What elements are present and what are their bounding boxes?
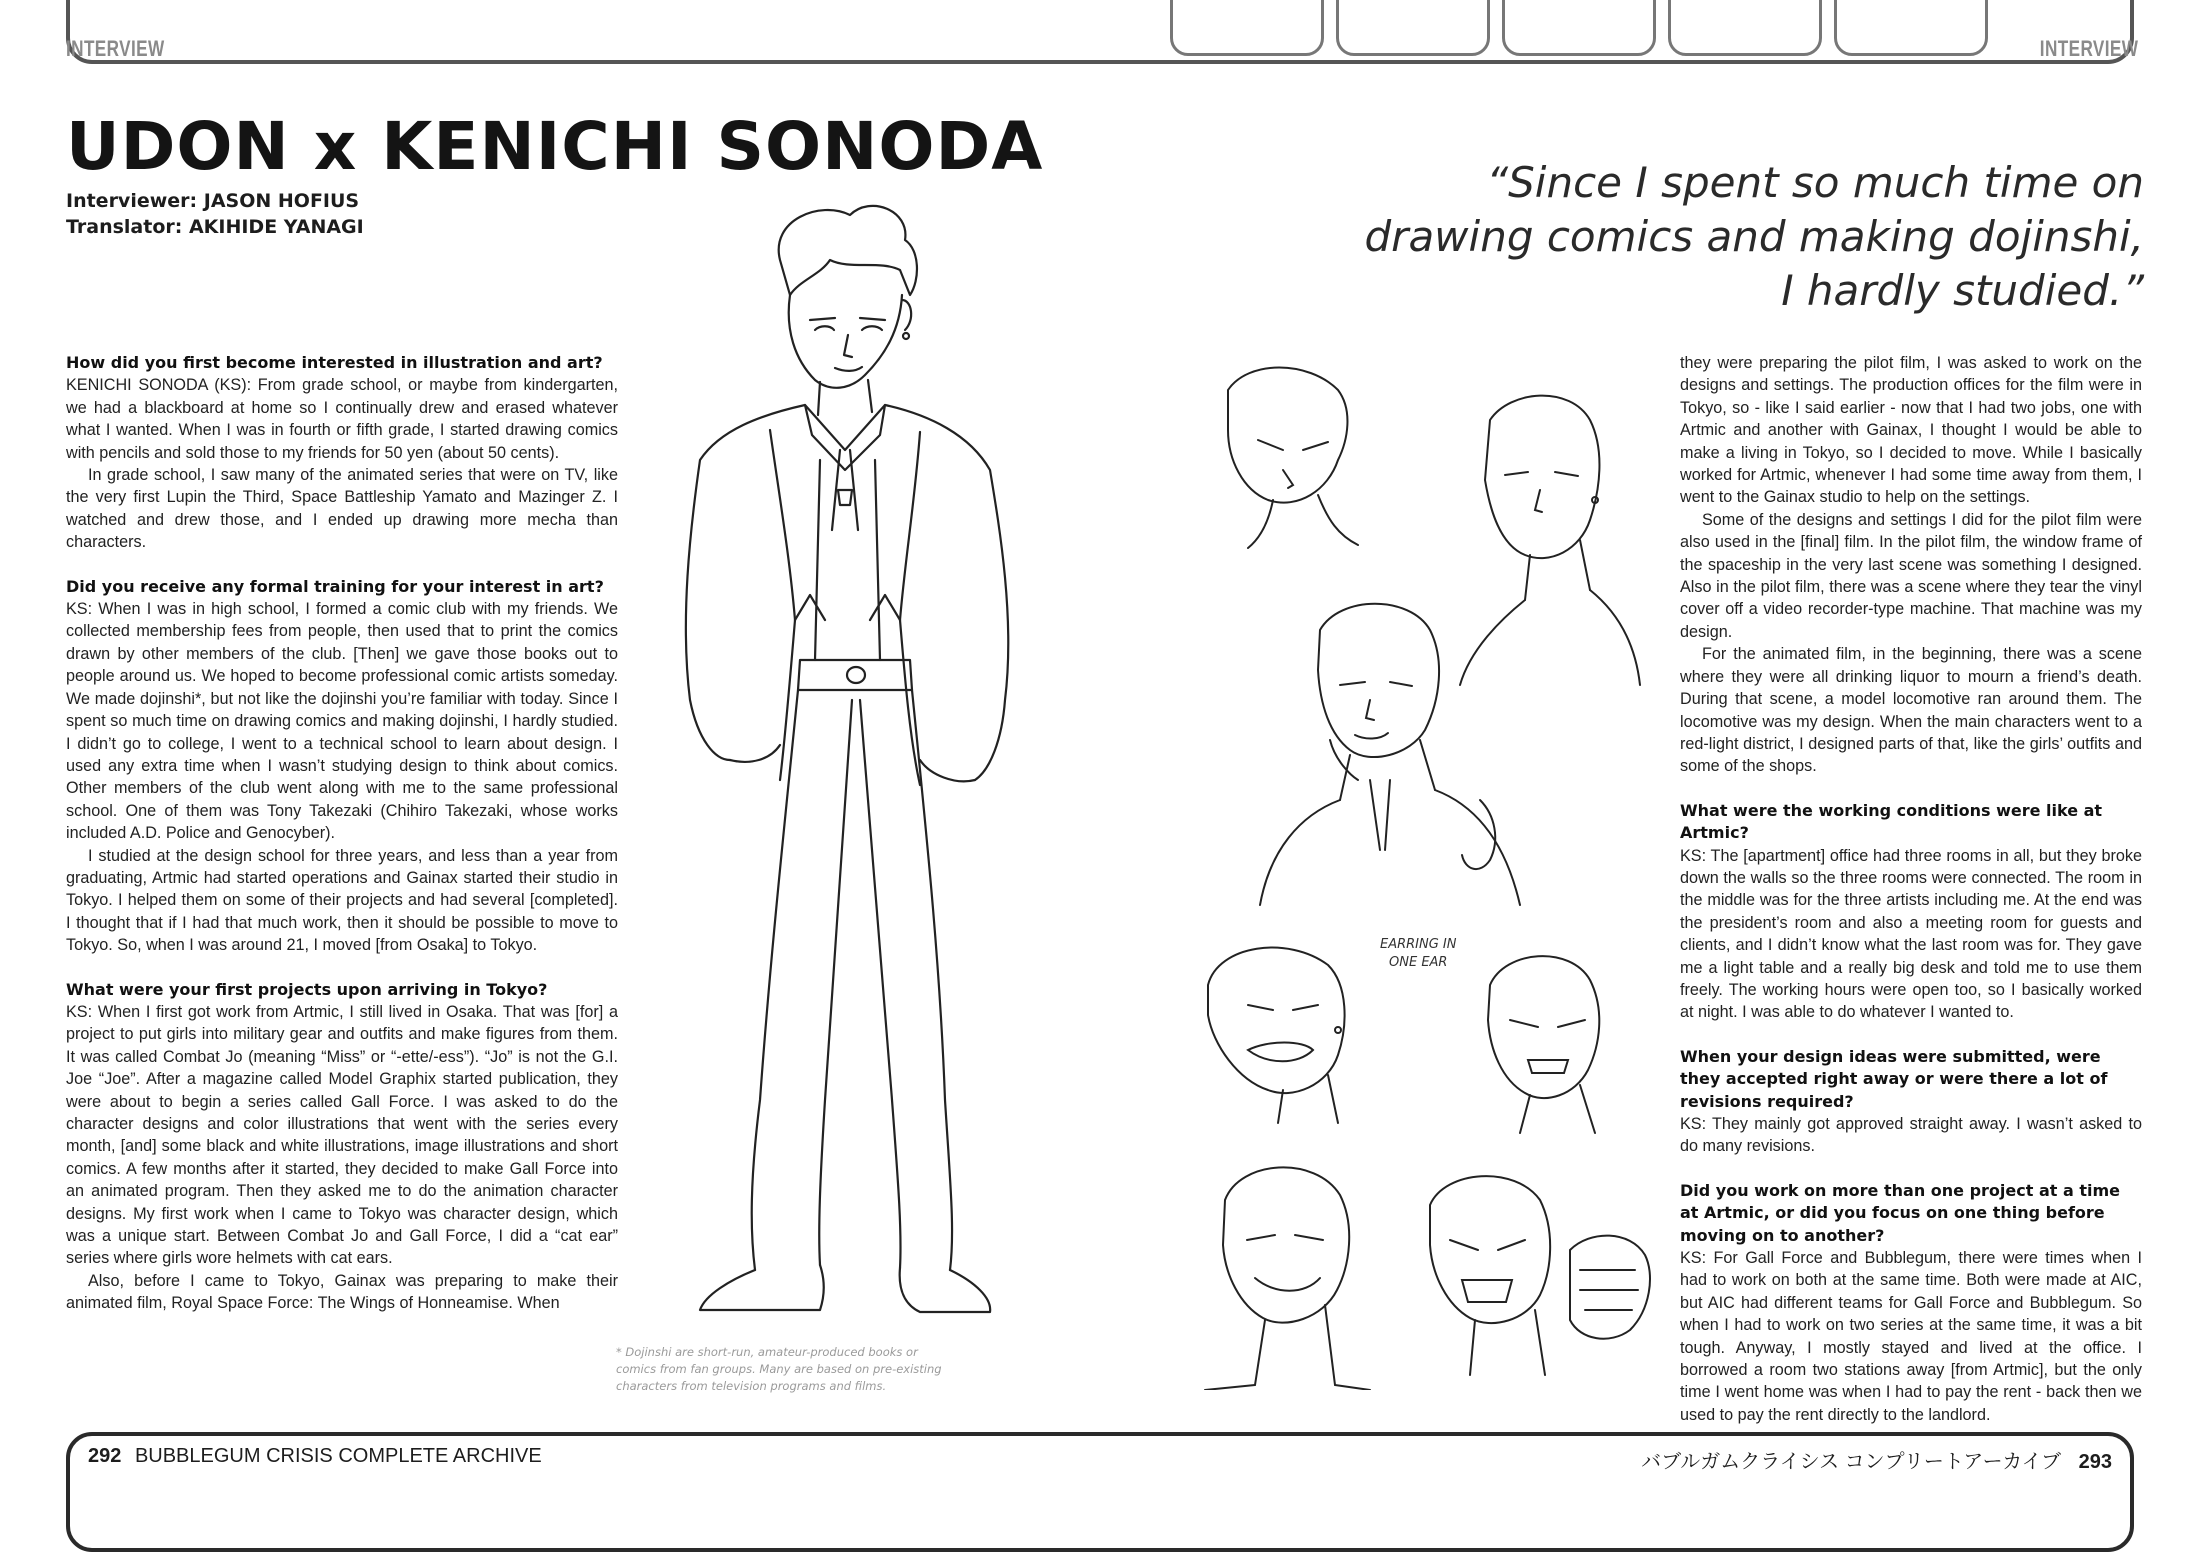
- upper-body-sketch-thinking: [1240, 590, 1540, 910]
- footer-book-title: BUBBLEGUM CRISIS COMPLETE ARCHIVE: [134, 1445, 542, 1467]
- header-tab: [1834, 0, 1988, 56]
- pull-quote-line: I hardly studied.”: [1781, 266, 2144, 315]
- page-number-right: 293: [2078, 1451, 2112, 1473]
- interview-answer: Some of the designs and settings I did for the pilot film were also used in the [final] film. In the pilot film, the window frame of the spaceship in the very last scene was something I designed. Also in the pilot film, there was a scene where they tear the vinyl cover off a video recorder-type machine. That machine was my design.: [1680, 510, 2142, 641]
- translator-credit: [66, 216, 364, 238]
- sketch-annotation-line: ONE EAR: [1389, 955, 1448, 970]
- header-tab: [1502, 0, 1656, 56]
- interview-answer: KS: For Gall Force and Bubblegum, there were times when I had to work on both at the same time. Both were made at AIC, but AIC had different teams for Gall Force and Bubblegum. So when I had to work on two series at the same time, it was a bit tough. Anyway, I mostly stayed and lived at the office. I borrowed a room two stations away [from Artmic], but the only time I went home was when I had to pay the rent - back then we used to pay the rent directly to the landlord.: [1680, 1249, 2142, 1424]
- left-text-column: [66, 352, 618, 1315]
- interview-answer: I studied at the design school for three years, and less than a year from graduating, Artmic had started operations and Gainax started their studio in Tokyo. I helped them on some of their projects and had several [completed]. I thought that if I had that much work, then it should be possible to move to Tokyo. So, when I was around 21, I moved [from Osaka] to Tokyo.: [66, 846, 618, 955]
- header-tab: [1336, 0, 1490, 56]
- interview-answer: KENICHI SONODA (KS): From grade school, or maybe from kindergarten, we had a blackboard at home so I continually drew and erased whatever what I wanted. When I was in fourth or fifth grade, I started drawing comics with pencils and sold those to my friends for 50 yen (about 50 cents).: [66, 376, 618, 462]
- head-sketch-grinning: [1185, 1150, 1375, 1390]
- pull-quote-line: drawing comics and making dojinshi,: [1364, 212, 2144, 261]
- footer-right: [1641, 1445, 2112, 1474]
- interviewer-credit: [66, 190, 359, 212]
- interview-question: What were your first projects upon arriving in Tokyo?: [66, 979, 548, 999]
- interview-answer: KS: When I was in high school, I formed a comic club with my friends. We collected membership fees from people, then used that to print the comics drawn by other members of the club. [Then] we gave those books out to people around us. We hoped to become professional comic artists someday. We made dojinshi*, but not like the dojinshi you’re familiar with today. Since I spent so much time on drawing comics and making dojinshi, I hardly studied. I didn’t go to college, I went to a technical school to learn about design. I used any extra time when I wasn’t studying design to think about comics. Other members of the club went along with me to the same professional school. One of them was Tony Takezaki (Chihiro Takezaki, whose works included A.D. Police and Genocyber).: [66, 600, 618, 843]
- interview-answer: For the animated film, in the beginning, there was a scene where they were all drinking liquor to mourn a friend’s death. During that scene, a model locomotive ran around them. The locomotive was my design. When the main characters went to a red-light district, I designed parts of that, like the girls’ outfits and some of the shops.: [1680, 645, 2142, 776]
- top-frame: [66, 0, 2134, 64]
- footnote: * Dojinshi are short-run, amateur-produced books or comics from fan groups. Many are based on pre-existing characters from television programs and films.: [616, 1345, 942, 1393]
- interview-question: How did you first become interested in illustration and art?: [66, 353, 603, 372]
- article-title: UDON x KENICHI SONODA: [66, 108, 1044, 185]
- header-tab: [1668, 0, 1822, 56]
- interview-answer: Also, before I came to Tokyo, Gainax was preparing to make their animated film, Royal Space Force: The Wings of Honneamise. When: [66, 1271, 618, 1313]
- interview-question: When your design ideas were submitted, were they accepted right away or were there a lot of revisions required?: [1680, 1046, 2108, 1111]
- head-sketch-looking-down: [1188, 350, 1388, 550]
- interviewer-name: JASON HOFIUS: [203, 190, 360, 212]
- translator-name: AKIHIDE YANAGI: [188, 216, 364, 238]
- page-number-left: 292: [88, 1445, 122, 1467]
- head-sketch-laughing: [1188, 925, 1378, 1125]
- translator-label: Translator:: [66, 216, 183, 238]
- sketch-annotation: [1380, 936, 1457, 972]
- head-sketch-shouting-fist: [1400, 1160, 1670, 1380]
- footer-left: [88, 1445, 542, 1468]
- interview-question: Did you receive any formal training for your interest in art?: [66, 576, 604, 596]
- interview-answer: In grade school, I saw many of the animated series that were on TV, like the very first Lupin the Third, Space Battleship Yamato and Mazinger Z. I watched and drew those, and I ended up drawing more mecha than characters.: [66, 466, 618, 552]
- interview-answer: KS: The [apartment] office had three rooms in all, but they broke down the walls so the three rooms were connected. The room in the middle was for the three artists including me. At the end was the president’s room and also a meeting room for guests and clients, and I didn’t know what the last room was for. They gave me a light table and a really big desk and told me to use them freely. The working hours were open too, so I basically worked at night. I was able to do whatever I wanted to.: [1680, 846, 2142, 1022]
- section-label-left: INTERVIEW: [66, 36, 165, 61]
- interview-answer: KS: They mainly got approved straight away. I wasn’t asked to do many revisions.: [1680, 1115, 2142, 1156]
- pull-quote-line: “Since I spent so much time on: [1486, 158, 2144, 207]
- right-text-column: [1680, 352, 2142, 1426]
- head-sketch-angry: [1460, 935, 1620, 1135]
- interview-answer: KS: When I first got work from Artmic, I still lived in Osaka. That was [for] a project to put girls into military gear and outfits and make figures from them. It was called Combat Jo (meaning “Miss” or “-ette/-ess”). “Jo” is not the G.I. Joe “Joe”. After a magazine called Model Graphix started publication, they were about to begin a series called Gall Force. I was asked to do the character designs and color illustrations that went with the series every month, [and] some black and white illustrations, image illustrations and short comics. A few months after it started, they decided to make Gall Force into an animated program. Then they asked me to do the animation character designs. My first work when I came to Tokyo was character design, which was a unique start. Between Combat Jo and Gall Force, I did a “cat ear” series where girls wore helmets with cat ears.: [66, 1002, 618, 1268]
- interviewer-label: Interviewer:: [66, 190, 198, 212]
- section-label-right: INTERVIEW: [2039, 36, 2138, 61]
- footer-book-title-japanese: バブルガムクライシス コンプリートアーカイブ: [1641, 1451, 2062, 1473]
- character-full-body-sketch: [620, 200, 1060, 1320]
- sketch-annotation-line: EARRING IN: [1380, 937, 1457, 952]
- pull-quote: [1324, 156, 2144, 318]
- interview-question: What were the working conditions were like at Artmic?: [1680, 800, 2103, 843]
- interview-question: Did you work on more than one project at a time at Artmic, or did you focus on one thing before moving on to another?: [1680, 1180, 2120, 1245]
- header-tab: [1170, 0, 1324, 56]
- interview-answer: they were preparing the pilot film, I was asked to work on the designs and settings. The production offices for the film were in Tokyo, so - like I said earlier - now that I had two jobs, one with Artmic and another with Gainax, I thought I would be able to make a living in Tokyo, so I decided to move. While I basically worked for Artmic, whenever I had some time away from them, I went to the Gainax studio to help on the settings.: [1680, 354, 2142, 507]
